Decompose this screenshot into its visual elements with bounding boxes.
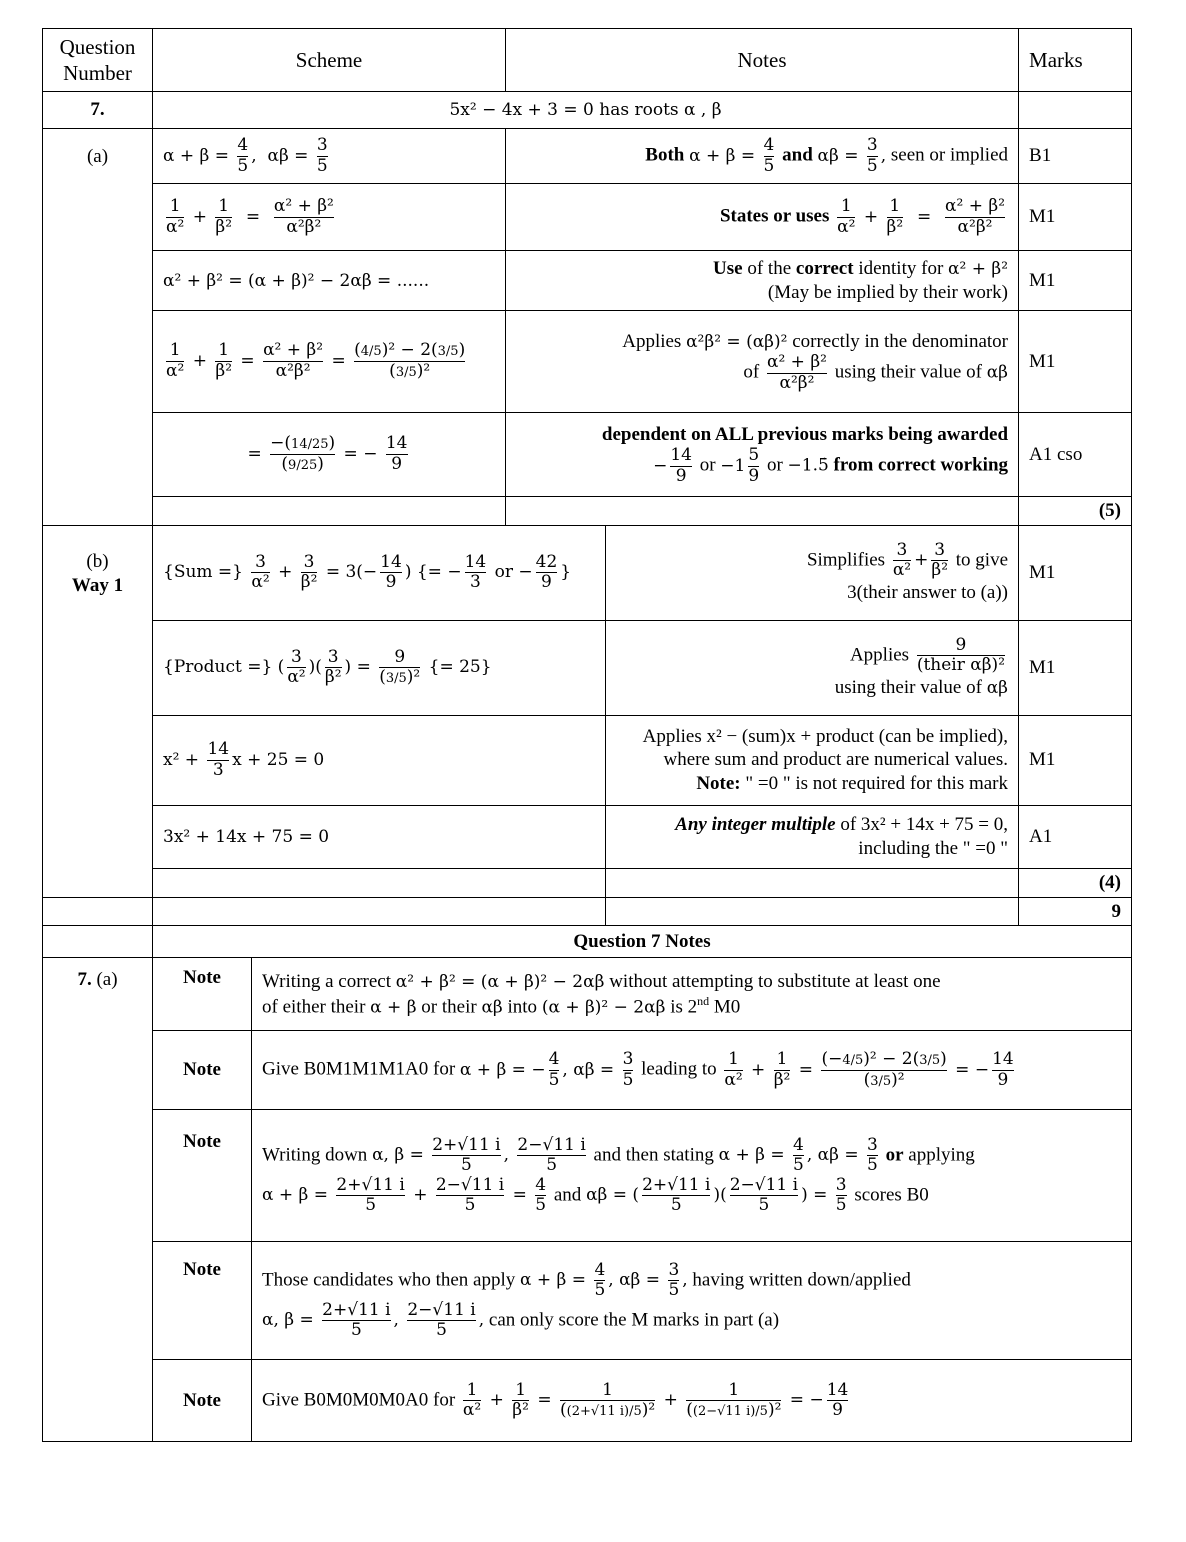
part-a-row-1 <box>43 129 1132 184</box>
part-a-label: (a) <box>43 129 153 526</box>
part-a-note-5: dependent on ALL previous marks being awarded − $\frac{14}{9}$ or −1 $\frac{5}{9}$ or −1.5̇ from correct working <box>506 413 1019 497</box>
part-a-row-4 <box>43 311 1132 413</box>
part-b-mark-1: M1 <box>1019 525 1132 620</box>
question-number: 7. <box>43 92 153 129</box>
notes-part-label: 7. (a) <box>43 958 153 1442</box>
grand-total-row <box>43 897 1132 926</box>
notes-title-row <box>43 926 1132 958</box>
part-b-total-row <box>43 868 1132 897</box>
part-a-row-5 <box>43 413 1132 497</box>
part-b-mark-3: M1 <box>1019 715 1132 805</box>
part-b-scheme-2: {Product =} ( $\frac{3}{\text{α²}}$ )( $\frac{3}{\text{β²}}$ ) = $\frac{9}{\text{(3/5)²}}$ {= 25} <box>153 620 606 715</box>
note-row-2 <box>43 1031 1132 1110</box>
part-a-mark-5: A1 cso <box>1019 413 1132 497</box>
mark-scheme-table <box>42 28 1132 1442</box>
header-row <box>43 29 1132 92</box>
part-b-scheme-1: {Sum =} $\frac{3}{\text{α²}}$ + $\frac{3}{\text{β²}}$ = 3(− $\frac{14}{9}$ ) {= − $\frac{14}{3}$ or − $\frac{42}{9}$ } <box>153 525 606 620</box>
part-b-mark-2: M1 <box>1019 620 1132 715</box>
note-text-5: Give B0M0M0M0A0 for $\frac{1}{\text{α²}}$ + $\frac{1}{\text{β²}}$ = $\frac{1}{\text{((2+√11 i)/5)²}}$ + $\frac{1}{\text{((2−√11 i)/5)²}}$ = − $\frac{14}{9}$ <box>252 1360 1132 1442</box>
question-statement <box>153 92 1019 129</box>
part-a-scheme-2: $\frac{1}{\text{α²}}$ + $\frac{1}{\text{β²}}$ = $\frac{\text{α² + β²}}{\text{α²β²}}$ <box>153 184 506 251</box>
part-b-scheme-4: 3x² + 14x + 75 = 0 <box>153 805 606 868</box>
grand-total: 9 <box>1019 897 1132 926</box>
note-row-1 <box>43 958 1132 1031</box>
question-statement-text: 5x² − 4x + 3 = 0 has roots α , β <box>449 100 722 121</box>
part-b-row-4 <box>43 805 1132 868</box>
part-a-total: (5) <box>1019 497 1132 526</box>
part-a-note-3: Use of the correct identity for α² + β² (May be implied by their work) <box>506 251 1019 311</box>
note-row-5 <box>43 1360 1132 1442</box>
note-row-4 <box>43 1242 1132 1360</box>
part-a-total-row <box>43 497 1132 526</box>
note-text-3: Writing down α, β = $\frac{2+√11 i}{5}$ , $\frac{2-√11 i}{5}$ and then stating α + β = $\frac{4}{5}$ , αβ = $\frac{3}{5}$ or applying α + β = $\frac{2+√11 i}{5}$ + $\frac{2-√11 i}{5}$ = $\frac{4}{5}$ and αβ = ( $\frac{2+√11 i}{5}$ )( $\frac{2-√11 i}{5}$ ) = $\frac{3}{5}$ scores B0 <box>252 1110 1132 1242</box>
note-text-2: Give B0M1M1M1A0 for α + β = − $\frac{4}{5}$ , αβ = $\frac{3}{5}$ leading to $\frac{1}{\text{α²}}$ + $\frac{1}{\text{β²}}$ = $\frac{\text{(−4/5)² − 2(3/5)}}{\text{(3/5)²}}$ = − $\frac{14}{9}$ <box>252 1031 1132 1110</box>
part-a-scheme-1: α + β = $\frac{4}{5}$ , αβ = $\frac{3}{5}$ <box>153 129 506 184</box>
part-b-mark-4: A1 <box>1019 805 1132 868</box>
part-a-row-2 <box>43 184 1132 251</box>
part-a-note-1: Both α + β = $\frac{4}{5}$ and αβ = $\frac{3}{5}$ , seen or implied <box>506 129 1019 184</box>
note-text-4: Those candidates who then apply α + β = $\frac{4}{5}$ , αβ = $\frac{3}{5}$ , having written down/applied α, β = $\frac{2+√11 i}{5}$ , $\frac{2-√11 i}{5}$ , can only score the M marks in part (a) <box>252 1242 1132 1360</box>
note-label-5: Note <box>153 1360 252 1442</box>
header-scheme: Scheme <box>153 29 506 92</box>
part-b-note-1: Simplifies $\frac{3}{\text{α²}}$ + $\frac{3}{\text{β²}}$ to give 3(their answer to (a)) <box>606 525 1019 620</box>
part-a-row-3 <box>43 251 1132 311</box>
question-row <box>43 92 1132 129</box>
part-a-mark-4: M1 <box>1019 311 1132 413</box>
part-a-note-4: Applies α²β² = (αβ)² correctly in the denominator of $\frac{\text{α² + β²}}{\text{α²β²}}$ using their value of αβ <box>506 311 1019 413</box>
part-a-note-2: States or uses $\frac{1}{\text{α²}}$ + $\frac{1}{\text{β²}}$ = $\frac{\text{α² + β²}}{\text{α²β²}}$ <box>506 184 1019 251</box>
header-notes: Notes <box>506 29 1019 92</box>
part-b-row-3 <box>43 715 1132 805</box>
part-a-mark-2: M1 <box>1019 184 1132 251</box>
part-a-scheme-5: = $\frac{-(14/25)}{(9/25)}$ = − $\frac{14}{9}$ <box>153 413 506 497</box>
header-marks: Marks <box>1019 29 1132 92</box>
header-question-number: Question Number <box>43 29 153 92</box>
part-b-total: (4) <box>1019 868 1132 897</box>
part-b-label: (b) Way 1 <box>43 525 153 897</box>
part-b-note-3: Applies x² − (sum)x + product (can be implied), where sum and product are numerical values. Note: " =0 " is not required for this mark <box>606 715 1019 805</box>
note-label-2: Note <box>153 1031 252 1110</box>
note-label-1: Note <box>153 958 252 1031</box>
notes-title: Question 7 Notes <box>153 926 1132 958</box>
note-row-3 <box>43 1110 1132 1242</box>
note-label-4: Note <box>153 1242 252 1360</box>
part-a-mark-1: B1 <box>1019 129 1132 184</box>
note-label-3: Note <box>153 1110 252 1242</box>
part-b-row-1 <box>43 525 1132 620</box>
part-a-scheme-4: $\frac{1}{\text{α²}}$ + $\frac{1}{\text{β²}}$ = $\frac{\text{α² + β²}}{\text{α²β²}}$ = $\frac{\text{(4/5)² − 2(3/5)}}{\text{(3/5)²}}$ <box>153 311 506 413</box>
part-b-scheme-3: x² + $\frac{14}{3}$ x + 25 = 0 <box>153 715 606 805</box>
part-a-scheme-3: α² + β² = (α + β)² − 2αβ = ...... <box>153 251 506 311</box>
note-text-1: Writing a correct α² + β² = (α + β)² − 2αβ without attempting to substitute at least one of either their α + β or their αβ into (α + β)² − 2αβ is 2nd M0 <box>252 958 1132 1031</box>
part-a-mark-3: M1 <box>1019 251 1132 311</box>
part-b-note-2: Applies $\frac{9}{\text{(their αβ)²}}$ using their value of αβ <box>606 620 1019 715</box>
part-b-row-2 <box>43 620 1132 715</box>
part-b-note-4: Any integer multiple of 3x² + 14x + 75 = 0, including the " =0 " <box>606 805 1019 868</box>
